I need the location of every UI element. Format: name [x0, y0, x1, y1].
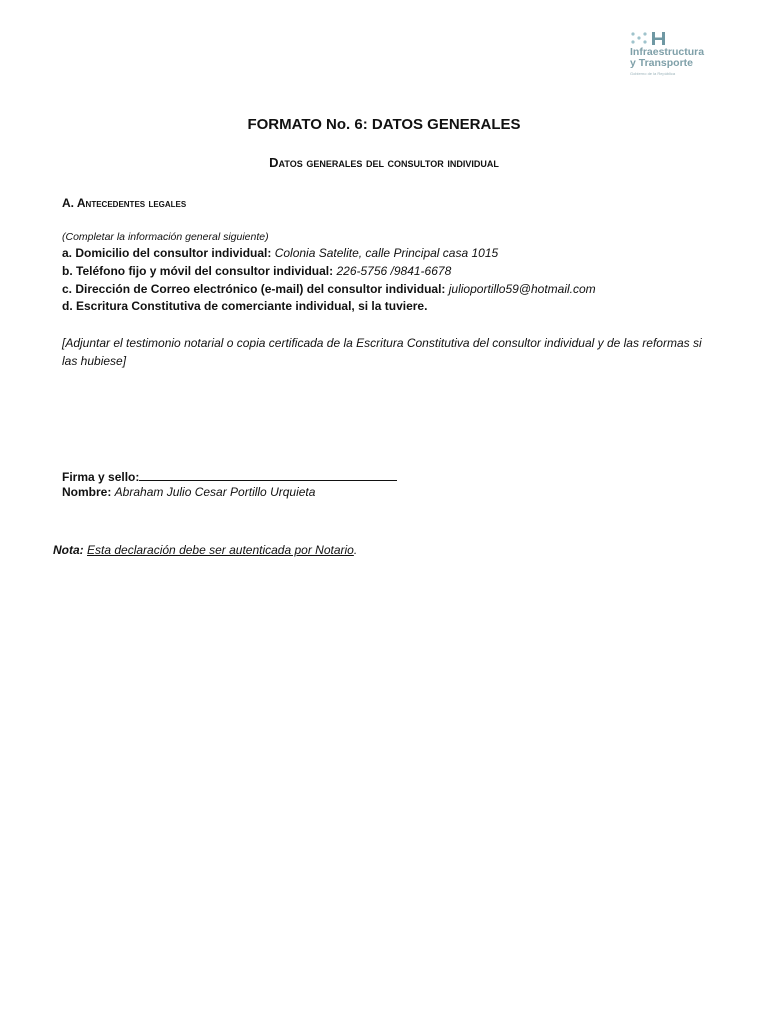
institution-logo	[628, 30, 740, 82]
field-value: Colonia Satelite, calle Principal casa 1015	[274, 246, 499, 260]
logo-text-line2: y Transporte	[630, 57, 694, 69]
field-domicilio	[62, 246, 498, 260]
name-value: Abraham Julio Cesar Portillo Urquieta	[114, 485, 316, 499]
section-heading: A. Antecedentes legales	[62, 196, 187, 210]
document-title: FORMATO No. 6: DATOS GENERALES	[247, 116, 521, 133]
document-subtitle: Datos generales del consultor individual	[269, 155, 499, 170]
note-period: .	[353, 543, 358, 557]
notary-note	[53, 543, 357, 557]
logo-text-line1: Infraestructura	[630, 46, 705, 58]
signature-blank	[139, 468, 397, 481]
field-value: 226-5756 /9841-6678	[336, 264, 452, 278]
field-telefono	[62, 264, 451, 278]
logo-subtext: Gobierno de la República	[630, 71, 676, 76]
attachment-instruction: [Adjuntar el testimonio notarial o copia certificada de la Escritura Constitutiva del consultor individual y de las reformas si las hubiese]	[62, 336, 702, 368]
instruction-note: (Completar la información general siguiente)	[62, 231, 269, 243]
signature-label: Firma y sello:	[62, 470, 140, 484]
name-line	[62, 485, 315, 499]
field-escritura	[62, 299, 427, 313]
note-text: Esta declaración debe ser autenticada por Notario	[87, 543, 354, 557]
field-label: b. Teléfono fijo y móvil del consultor individual:	[62, 264, 337, 278]
field-email	[62, 282, 596, 296]
field-label: a. Domicilio del consultor individual:	[62, 246, 275, 260]
signature-line	[62, 468, 397, 484]
note-label: Nota:	[53, 543, 84, 557]
field-value: julioportillo59@hotmail.com	[448, 282, 596, 296]
name-label: Nombre:	[62, 485, 115, 499]
field-label: d. Escritura Constitutiva de comerciante individual, si la tuviere.	[62, 299, 428, 313]
field-label: c. Dirección de Correo electrónico (e-mail) del consultor individual:	[62, 282, 449, 296]
